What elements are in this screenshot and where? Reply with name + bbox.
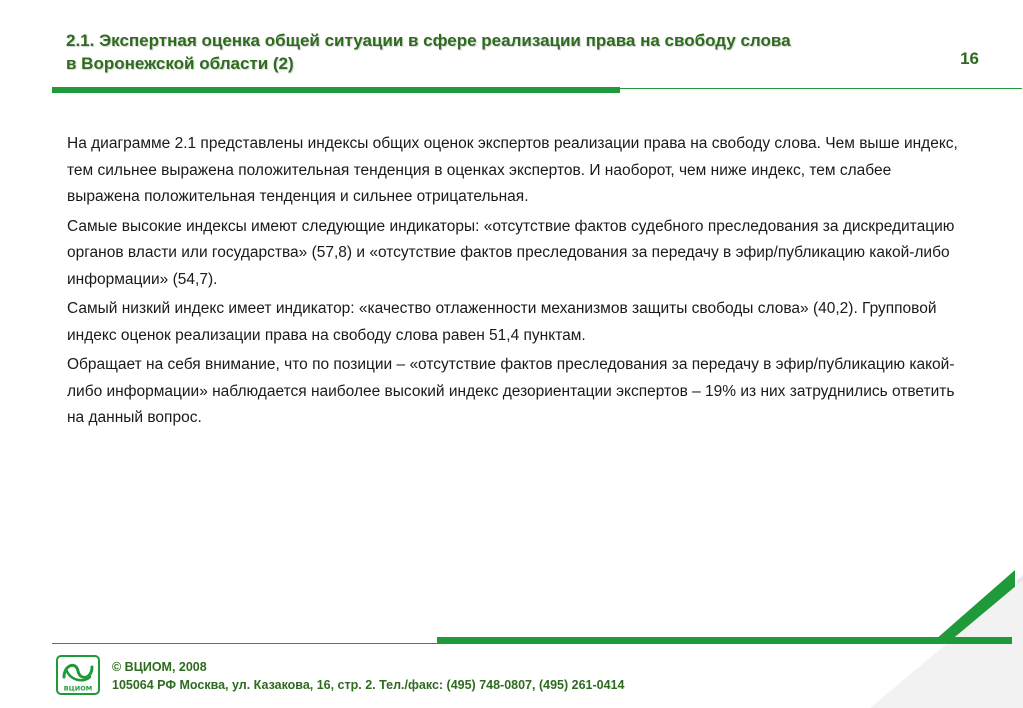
paragraph-4: Обращает на себя внимание, что по позиции – «отсутствие фактов преследования за передачу в эфир/публикацию какой-либо информации» наблюдается наиболее высокий индекс дезориентации экспертов – 19% из них затруднились ответить на данный вопрос. (67, 356, 955, 426)
title-line-1: 2.1. Экспертная оценка общей ситуации в сфере реализации права на свободу слова (66, 31, 791, 50)
paragraph-2: Самые высокие индексы имеют следующие индикаторы: «отсутствие фактов судебного преследования за дискредитацию органов власти или государства» (57,8) и «отсутствие фактов преследования за передачу в эфир/публикацию какой-либо информации» (54,7). (67, 217, 955, 288)
body-text (67, 131, 967, 435)
footer-divider-thick (437, 637, 1012, 643)
page-title (66, 29, 866, 75)
title-line-2: в Воронежской области (2) (66, 54, 294, 73)
footer-divider-thin (52, 643, 1012, 644)
paragraph-1: На диаграмме 2.1 представлены индексы общих оценок экспертов реализации права на свободу слова. Чем выше индекс, тем сильнее выражена положительная тенденция в оценках экспертов. И наоборот, чем ниже индекс, тем слабее выражена положительная тенденция и сильнее отрицательная. (67, 135, 958, 205)
header-divider-thick (52, 87, 620, 93)
page-number: 16 (960, 49, 979, 68)
vciom-logo-icon (56, 655, 100, 695)
paragraph-3: Самый низкий индекс имеет индикатор: «качество отлаженности механизмов защиты свободы слова» (40,2). Групповой индекс оценок реализации права на свободу слова равен 51,4 пунктам. (67, 300, 937, 344)
footer-copyright: © ВЦИОМ, 2008 (112, 660, 207, 674)
footer-address: 105064 РФ Москва, ул. Казакова, 16, стр. 2. Тел./факс: (495) 748-0807, (495) 261-0414 (112, 678, 625, 692)
footer (112, 658, 624, 694)
logo-text: ВЦИОМ (63, 684, 93, 693)
